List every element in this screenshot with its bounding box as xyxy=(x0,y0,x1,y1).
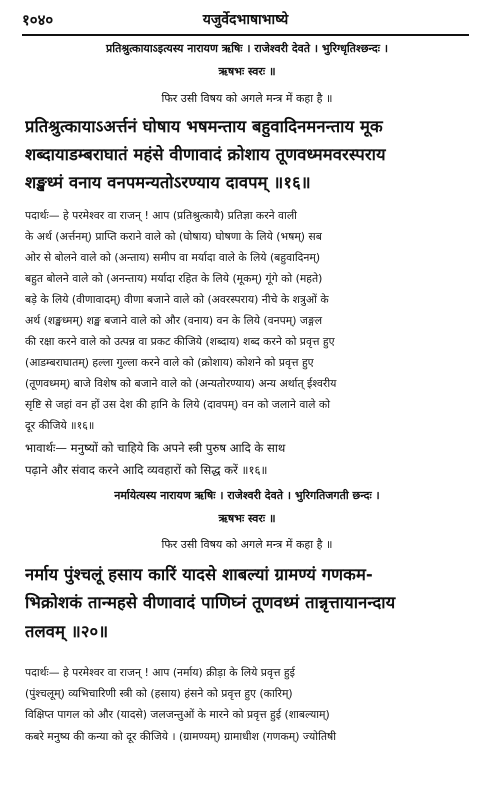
page-number: १०४० xyxy=(22,11,54,29)
verse19-padartha-line-1: पदार्थः— हे परमेश्वर वा राजन् ! आप (प्रतिश्रुत्कायै) प्रतिज्ञा करने वाली xyxy=(25,209,297,222)
verse19-padartha-line-4: बहुत बोलने वाले को (अनन्ताय) मर्यादा रहित के लिये (मूकम्) गूंगे को (महते) xyxy=(25,272,323,285)
verse19-padartha-line-7: की रक्षा करने वाले को उत्पन्न वा प्रकट कीजिये (शब्दाय) शब्द करने को प्रवृत्त हुए xyxy=(25,335,335,348)
verse19-padartha-line-5: बड़े के लिये (वीणावादम्) वीणा बजाने वाले को (अवरस्पराय) नीचे के शत्रुओं के xyxy=(25,293,329,306)
verse19-svara: ऋषभः स्वरः ॥ xyxy=(218,65,276,78)
verse19-padartha-line-6: अर्थ (शङ्खध्मम्) शङ्ख बजाने वाले को और (वनाय) वन के लिये (वनपम्) जङ्गल xyxy=(25,314,323,327)
verse20-padartha-line-1: पदार्थः— हे परमेश्वर वा राजन् ! आप (नर्माय) क्रीड़ा के लिये प्रवृत्त हुई xyxy=(25,666,295,679)
verse20-padartha-line-3: विक्षिप्त पागल को और (यादसे) जलजन्तुओं के मारने को प्रवृत्त हुई (शाबल्याम्) xyxy=(25,708,330,721)
verse20-intro: फिर उसी विषय को अगले मन्त्र में कहा है ॥ xyxy=(161,538,333,551)
running-title: यजुर्वेदभाषाभाष्ये xyxy=(202,12,289,28)
verse19-bhavartha-line-2: पढ़ाने और संवाद करने आदि व्यवहारों को सिद्ध करें ॥१६॥ xyxy=(25,463,268,477)
verse20-mantra-line-3: तलवम् ॥२०॥ xyxy=(25,622,109,641)
verse20-mantra-line-2: भिक्रोशकं तान्महसे वीणावादं पाणिघ्नं तूणवध्मं तान्नृत्तायानन्दाय xyxy=(25,593,396,612)
verse19-bhavartha-line-1: भावार्थः— मनुष्यों को चाहिये कि अपने स्त्री पुरुष आदि के साथ xyxy=(25,441,286,455)
verse19-mantra-line-3: शङ्खध्मं वनाय वनपमन्यतोऽरण्याय दावपम् ॥१६॥ xyxy=(25,173,311,192)
verse19-padartha-line-8: (आडम्बराघातम्) हल्ला गुल्ला करने वाले को (क्रोशाय) कोशने को प्रवृत्त हुए xyxy=(25,356,314,369)
header-rule xyxy=(22,34,469,36)
verse19-padartha-line-10: सृष्टि से जहां वन हों उस देश की हानि के लिये (दावपम्) वन को जलाने वाले को xyxy=(25,398,331,411)
verse20-svara: ऋषभः स्वरः ॥ xyxy=(218,512,276,525)
verse20-mantra-line-1: नर्माय पुंश्चलूं हसाय कारिं यादसे शाबल्यां ग्रामण्यं गणकम- xyxy=(25,565,373,584)
verse19-padartha-line-2: के अर्थ (अर्त्तनम्) प्राप्ति कराने वाले को (घोषाय) घोषणा के लिये (भषम्) सब xyxy=(25,230,322,243)
verse19-mantra-line-2: शब्दायाडम्बराघातं महंसे वीणावादं क्रोशाय तूणवध्ममवरस्पराय xyxy=(25,145,386,164)
verse19-meta-line: प्रतिश्रुत्कायाऽइत्यस्य नारायण ऋषिः । राजेश्वरी देवते । भुरिग्धृतिश्छन्दः । xyxy=(106,42,388,55)
verse19-padartha-line-9: (तूणवध्मम्) बाजे विशेष को बजाने वाले को (अन्यतोरण्याय) अन्य अर्थात् ईश्वरीय xyxy=(25,377,337,390)
verse19-padartha-line-3: ओर से बोलने वाले को (अन्ताय) समीप वा मर्यादा वाले के लिये (बहुवादिनम्) xyxy=(25,251,321,264)
verse19-intro: फिर उसी विषय को अगले मन्त्र में कहा है ॥ xyxy=(161,92,333,105)
verse19-mantra-line-1: प्रतिश्रुत्कायाऽअर्त्तनं घोषाय भषमन्ताय बहुवादिनमनन्ताय मूक xyxy=(25,117,383,136)
verse20-padartha-line-2: (पुंश्चलूम्) व्यभिचारिणी स्त्री को (हसाय) हंसने को प्रवृत्त हुए (कारिम्) xyxy=(25,687,293,700)
page-header xyxy=(22,10,469,32)
verse20-padartha-line-4: कबरे मनुष्य की कन्या को दूर कीजिये । (ग्रामण्यम्) ग्रामाधीश (गणकम्) ज्योतिषी xyxy=(25,730,337,743)
verse19-padartha-line-11: दूर कीजिये ॥१६॥ xyxy=(25,419,95,432)
verse20-meta-line: नर्मायेत्यस्य नारायण ऋषिः । राजेश्वरी देवते । भुरिगतिजगती छन्दः । xyxy=(114,489,380,502)
